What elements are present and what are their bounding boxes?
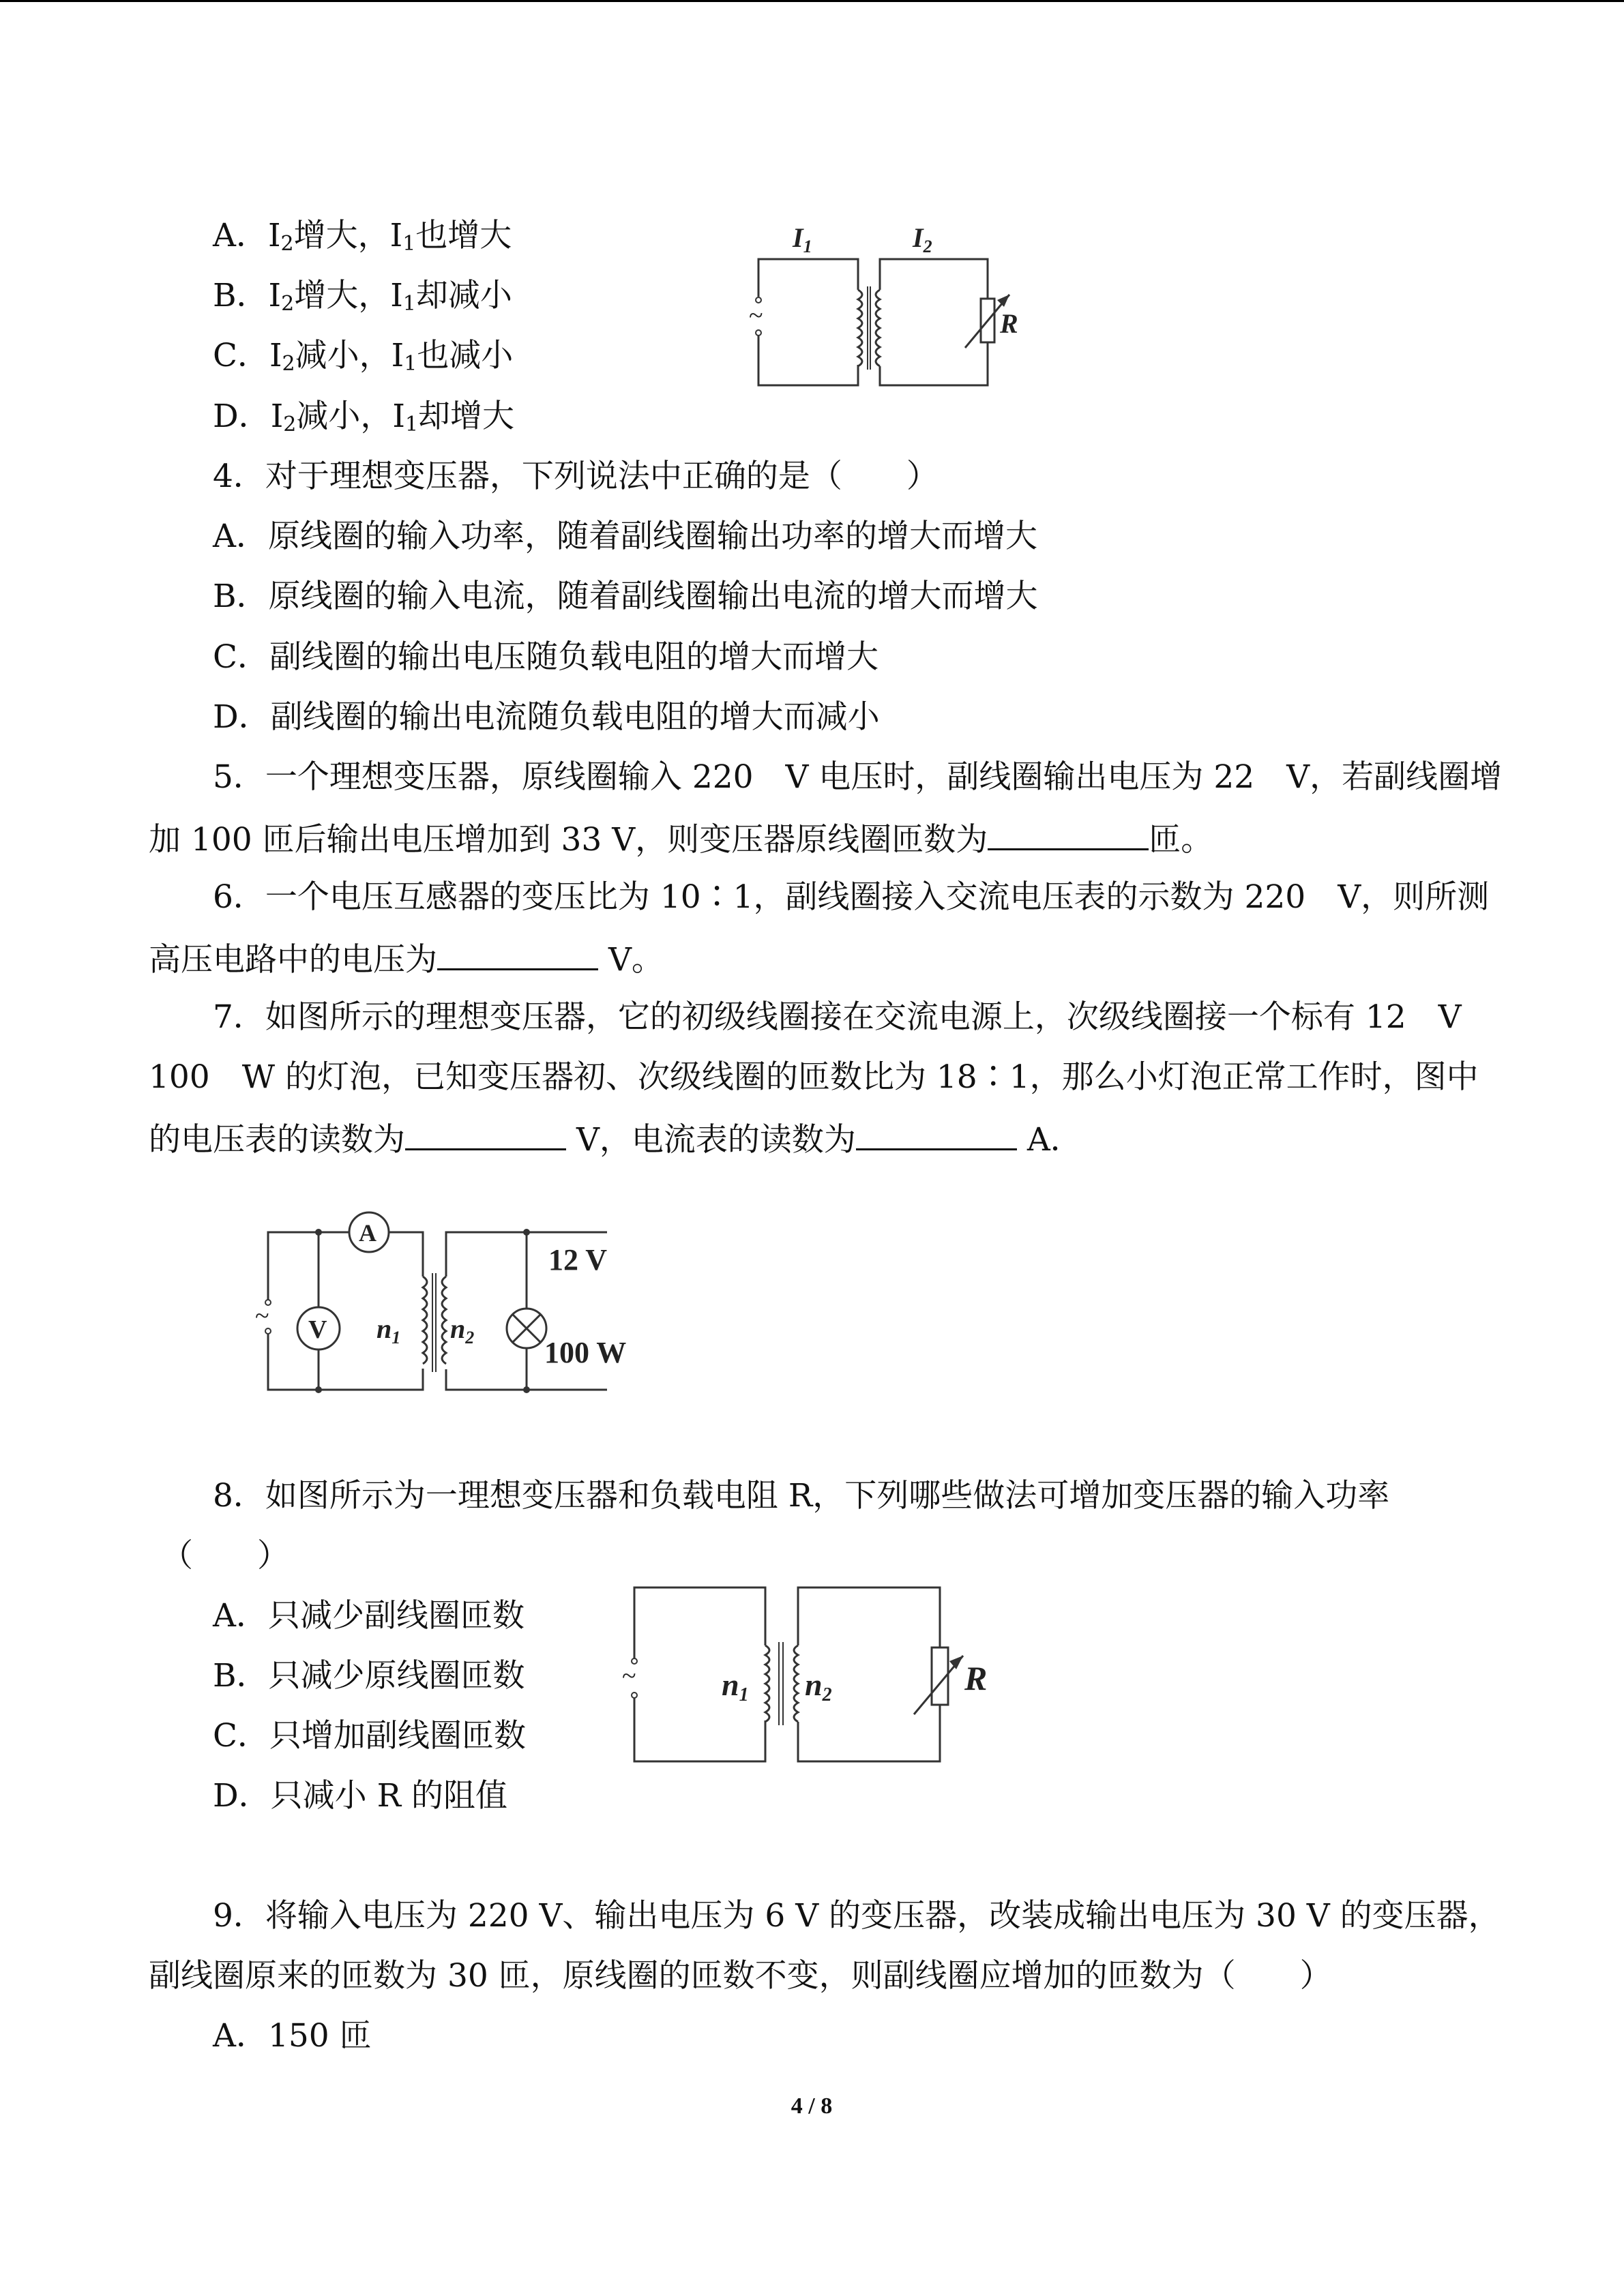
- q7-lamp-power-label: 100 W: [544, 1336, 627, 1369]
- q4-option-a: A．原线圈的输入功率，随着副线圈输出功率的增大而增大: [213, 518, 1037, 555]
- q8-option-a: A．只减少副线圈匝数: [213, 1597, 525, 1635]
- q4-option-d: D．副线圈的输出电流随负载电阻的增大而减小: [213, 698, 880, 736]
- q7-voltmeter-blank[interactable]: [405, 1118, 566, 1150]
- q8-label-n2: n2: [805, 1667, 832, 1705]
- q4-option-c: C．副线圈的输出电压随负载电阻的增大而增大: [213, 638, 879, 676]
- q8-line-2: （ ）: [161, 1537, 289, 1575]
- q8-option-c: C．只增加副线圈匝数: [213, 1717, 526, 1755]
- q7-voltmeter-symbol: V: [308, 1315, 327, 1344]
- q7-label-n1: $n_1$: [377, 1313, 401, 1347]
- q7-label-n2: $n_2$: [450, 1313, 475, 1347]
- q4-stem: 4．对于理想变压器，下列说法中正确的是（ ）: [213, 458, 939, 495]
- q8-option-b: B．只减少原线圈匝数: [213, 1657, 525, 1695]
- q7-line-1: 7．如图所示的理想变压器，它的初级线圈接在交流电源上，次级线圈接一个标有 12 V: [213, 998, 1462, 1036]
- q6-line-1: 6．一个电压互感器的变压比为 10∶1，副线圈接入交流电压表的示数为 220 V，则所测: [213, 878, 1490, 916]
- q3-option-c: C．$I_2$减小，$I_1$也减小: [213, 337, 514, 376]
- q8-ac-source-symbol: ~: [622, 1662, 636, 1690]
- q7-circuit-diagram: [246, 1202, 668, 1399]
- q6-line-2: 高压电路中的电压为 V。: [149, 938, 664, 979]
- q3-option-d: D．$I_2$减小，$I_1$却增大: [213, 398, 515, 436]
- q7-line-3: 的电压表的读数为 V，电流表的读数为 A．: [149, 1118, 1082, 1159]
- q7-lamp-voltage-label: 12 V: [548, 1243, 607, 1277]
- q7-ac-source-symbol: ~: [255, 1302, 269, 1330]
- q8-label-n1: n1: [722, 1667, 749, 1705]
- q8-circuit-diagram: [614, 1581, 1023, 1772]
- q3-option-a: A．$I_2$增大，$I_1$也增大: [213, 217, 512, 256]
- q8-label-r: R: [964, 1659, 988, 1697]
- q8-line-1: 8．如图所示为一理想变压器和负载电阻 R，下列哪些做法可增加变压器的输入功率: [213, 1477, 1390, 1515]
- q6-answer-blank[interactable]: [437, 938, 598, 970]
- q9-line-2: 副线圈原来的匝数为 30 匝，原线圈的匝数不变，则副线圈应增加的匝数为（ ）: [149, 1957, 1332, 1995]
- q3-ac-source-symbol: ~: [749, 301, 763, 330]
- q3-label-r: R: [1000, 308, 1018, 339]
- q5-answer-blank[interactable]: [988, 818, 1149, 850]
- page-number: 4 / 8: [791, 2093, 833, 2119]
- q8-option-d: D．只减小 R 的阻值: [213, 1777, 507, 1815]
- q7-ammeter-blank[interactable]: [856, 1118, 1017, 1150]
- q9-option-a: A．150 匝: [213, 2017, 372, 2055]
- q4-option-b: B．原线圈的输入电流，随着副线圈输出电流的增大而增大: [213, 578, 1038, 615]
- top-border: [0, 0, 1624, 2]
- q5-line-2: 加 100 匝后输出电压增加到 33 V，则变压器原线圈匝数为 匝。: [149, 818, 1213, 859]
- q3-circuit-diagram: [743, 218, 1057, 396]
- q3-label-i1: $I_1$: [793, 222, 812, 256]
- q5-line-1: 5．一个理想变压器，原线圈输入 220 V 电压时，副线圈输出电压为 22 V，若副线圈增: [213, 758, 1503, 796]
- q3-label-i2: $I_2$: [913, 222, 932, 256]
- q7-ammeter-symbol: A: [359, 1219, 377, 1247]
- q7-line-2: 100 W 的灯泡，已知变压器初、次级线圈的匝数比为 18∶1，那么小灯泡正常工作时，图中: [149, 1058, 1479, 1096]
- q3-option-b: B．$I_2$增大，$I_1$却减小: [213, 277, 512, 316]
- q9-line-1: 9．将输入电压为 220 V、输出电压为 6 V 的变压器，改装成输出电压为 30 V 的变压器，: [213, 1897, 1501, 1935]
